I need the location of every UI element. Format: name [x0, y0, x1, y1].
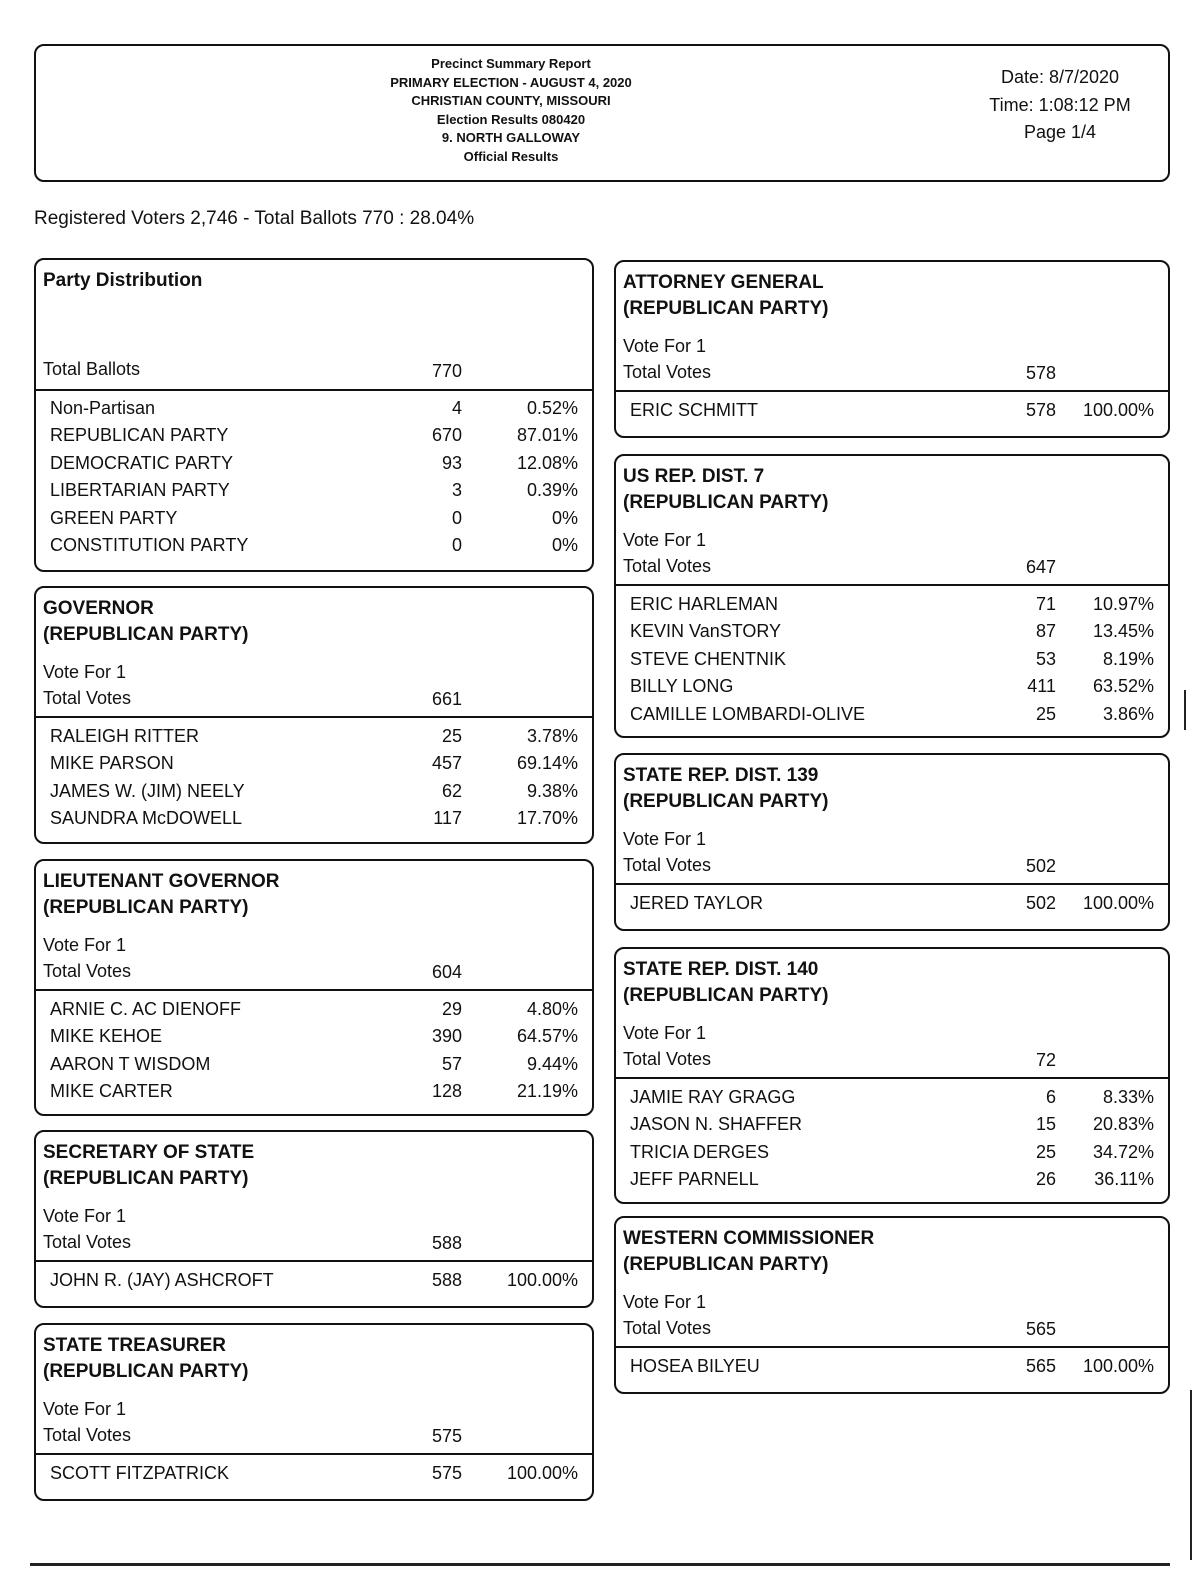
contest-office: STATE TREASURER	[43, 1335, 226, 1356]
contest-party: (REPUBLICAN PARTY)	[43, 1168, 249, 1189]
candidate-percentage: 36.11%	[1094, 1169, 1154, 1190]
contest-box	[614, 260, 1170, 438]
contest-party: (REPUBLICAN PARTY)	[623, 985, 829, 1006]
party-percentage: 12.08%	[516, 452, 578, 473]
party-name: REPUBLICAN PARTY	[50, 425, 229, 446]
total-votes-count: 72	[1035, 1050, 1056, 1070]
party-row	[36, 453, 592, 480]
total-ballots-count: 770	[431, 361, 462, 381]
candidate-row	[616, 1356, 1168, 1383]
candidate-votes: 502	[1025, 893, 1056, 913]
contest-party: (REPUBLICAN PARTY)	[623, 492, 829, 513]
contest-office: STATE REP. DIST. 140	[623, 959, 819, 980]
party-percentage: 0.39%	[526, 480, 578, 501]
vote-for-label: Vote For 1	[623, 1292, 707, 1312]
contest-divider	[36, 989, 592, 991]
party-name: CONSTITUTION PARTY	[50, 535, 249, 555]
candidate-name: RALEIGH RITTER	[50, 726, 200, 746]
party-distribution-divider	[36, 389, 592, 391]
candidate-votes: 588	[431, 1270, 462, 1290]
contest-party: (REPUBLICAN PARTY)	[623, 298, 829, 319]
candidate-votes: 87	[1035, 621, 1056, 642]
candidate-row	[616, 1169, 1168, 1196]
candidate-row	[36, 1081, 592, 1108]
candidate-name: ERIC SCHMITT	[630, 400, 758, 420]
party-name: LIBERTARIAN PARTY	[50, 480, 230, 501]
total-votes-count: 647	[1025, 557, 1056, 577]
candidate-row	[616, 676, 1168, 703]
vote-for-label: Vote For 1	[43, 662, 127, 682]
contest-divider	[616, 883, 1168, 885]
candidate-row	[36, 781, 592, 808]
contest-party: (REPUBLICAN PARTY)	[623, 1254, 829, 1275]
total-votes-count: 661	[431, 689, 462, 709]
contest-box	[34, 1323, 594, 1501]
vote-for-label: Vote For 1	[623, 1023, 707, 1043]
vote-for-label: Vote For 1	[43, 1206, 127, 1226]
candidate-votes: 25	[1035, 1141, 1056, 1162]
party-name: GREEN PARTY	[50, 507, 178, 528]
candidate-name: MIKE CARTER	[50, 1081, 173, 1102]
contest-office: US REP. DIST. 7	[623, 466, 765, 487]
candidate-name: MIKE KEHOE	[50, 1026, 163, 1047]
candidate-row	[616, 1114, 1168, 1141]
contest-box	[614, 947, 1170, 1204]
contest-office: STATE REP. DIST. 139	[623, 765, 819, 786]
contest-box	[34, 1130, 594, 1308]
candidate-row	[36, 999, 592, 1026]
total-votes-label: Total Votes	[43, 688, 132, 708]
candidate-name: JERED TAYLOR	[630, 893, 764, 913]
candidate-name: ERIC HARLEMAN	[630, 594, 779, 614]
total-votes-label: Total Votes	[623, 1318, 712, 1338]
candidate-votes: 15	[1035, 1114, 1056, 1135]
contest-title	[43, 869, 279, 921]
vote-for-label: Vote For 1	[623, 336, 707, 356]
party-ballot-count: 0	[451, 535, 462, 555]
candidate-name: JEFF PARNELL	[630, 1169, 759, 1190]
candidate-percentage: 21.19%	[516, 1081, 578, 1102]
total-votes-label: Total Votes	[43, 961, 132, 981]
candidate-row	[616, 1142, 1168, 1169]
total-votes-label: Total Votes	[623, 1049, 712, 1069]
candidate-votes: 565	[1025, 1356, 1056, 1376]
candidate-percentage: 17.70%	[516, 808, 578, 829]
candidate-row	[36, 753, 592, 780]
page-number: Page 1/4	[1023, 122, 1097, 142]
vote-for-label: Vote For 1	[43, 1399, 127, 1419]
candidate-name: JAMES W. (JIM) NEELY	[50, 780, 245, 801]
total-votes-count: 502	[1025, 856, 1056, 876]
contest-title	[43, 596, 248, 648]
candidate-name: ARNIE C. AC DIENOFF	[50, 999, 242, 1019]
candidate-percentage: 8.19%	[1102, 648, 1154, 669]
candidate-name: CAMILLE LOMBARDI-OLIVE	[630, 703, 866, 724]
candidate-row	[616, 621, 1168, 648]
candidate-votes: 25	[441, 726, 462, 746]
candidate-row	[36, 1463, 592, 1490]
candidate-row	[36, 1054, 592, 1081]
candidate-name: JOHN R. (JAY) ASHCROFT	[50, 1270, 274, 1290]
candidate-row	[36, 808, 592, 835]
candidate-name: AARON T WISDOM	[50, 1053, 211, 1074]
candidate-percentage: 3.78%	[526, 726, 578, 746]
candidate-votes: 57	[441, 1053, 462, 1074]
candidate-row	[616, 704, 1168, 731]
contest-divider	[36, 1260, 592, 1262]
contest-office: LIEUTENANT GOVERNOR	[43, 871, 280, 892]
contest-divider	[616, 1077, 1168, 1079]
election-name: PRIMARY ELECTION - AUGUST 4, 2020	[390, 74, 632, 90]
candidate-votes: 62	[441, 780, 462, 801]
contest-party: (REPUBLICAN PARTY)	[43, 1361, 249, 1382]
contest-box	[614, 454, 1170, 738]
contest-divider	[616, 1346, 1168, 1348]
contest-title	[623, 957, 828, 1009]
contest-box	[34, 586, 594, 844]
contest-box	[34, 859, 594, 1116]
party-row	[36, 508, 592, 535]
total-votes-count: 565	[1025, 1319, 1056, 1339]
contest-title	[623, 763, 828, 815]
contest-title	[623, 1226, 874, 1278]
candidate-percentage: 20.83%	[1092, 1114, 1154, 1135]
candidate-votes: 411	[1027, 676, 1056, 697]
candidate-percentage: 4.80%	[526, 999, 578, 1019]
total-votes-count: 578	[1025, 363, 1056, 383]
candidate-votes: 25	[1035, 703, 1056, 724]
contest-title	[623, 464, 828, 516]
candidate-votes: 6	[1045, 1087, 1056, 1107]
party-ballot-count: 3	[451, 480, 462, 501]
total-votes-count: 604	[431, 962, 462, 982]
contest-title	[623, 270, 828, 322]
candidate-name: BILLY LONG	[630, 676, 734, 697]
candidate-row	[616, 400, 1168, 427]
candidate-percentage: 34.72%	[1092, 1141, 1154, 1162]
contest-party: (REPUBLICAN PARTY)	[623, 791, 829, 812]
report-time: Time: 1:08:12 PM	[989, 94, 1131, 115]
contest-office: WESTERN COMMISSIONER	[623, 1228, 875, 1249]
contest-party: (REPUBLICAN PARTY)	[43, 624, 249, 645]
candidate-row	[36, 726, 592, 753]
vote-for-label: Vote For 1	[43, 935, 127, 955]
contest-divider	[36, 716, 592, 718]
candidate-votes: 117	[433, 808, 462, 829]
party-percentage: 87.01%	[516, 425, 578, 446]
party-ballot-count: 93	[441, 452, 462, 473]
candidate-name: JASON N. SHAFFER	[630, 1114, 803, 1135]
party-row	[36, 535, 592, 562]
vote-for-label: Vote For 1	[623, 530, 707, 550]
contest-office: GOVERNOR	[43, 598, 154, 619]
candidate-percentage: 100.00%	[506, 1463, 578, 1483]
candidate-percentage: 64.57%	[516, 1026, 578, 1047]
candidate-percentage: 9.44%	[526, 1053, 578, 1074]
total-votes-label: Total Votes	[43, 1232, 132, 1252]
party-name: Non-Partisan	[50, 398, 156, 418]
contest-divider	[616, 390, 1168, 392]
candidate-votes: 457	[431, 753, 462, 774]
party-distribution-box	[34, 258, 594, 572]
party-percentage: 0%	[551, 535, 578, 555]
report-title: Precinct Summary Report	[431, 56, 591, 71]
vote-for-label: Vote For 1	[623, 829, 707, 849]
candidate-percentage: 100.00%	[1082, 400, 1154, 420]
scan-artifact	[1190, 1390, 1192, 1560]
candidate-percentage: 100.00%	[506, 1270, 578, 1290]
candidate-votes: 578	[1025, 400, 1056, 420]
results-id: Election Results 080420	[436, 111, 586, 127]
scan-artifact	[30, 1563, 1170, 1566]
results-status: Official Results	[463, 148, 559, 164]
contest-office: ATTORNEY GENERAL	[623, 272, 824, 293]
candidate-percentage: 100.00%	[1082, 893, 1154, 913]
party-percentage: 0%	[551, 507, 578, 528]
candidate-votes: 71	[1035, 594, 1056, 614]
candidate-votes: 390	[431, 1026, 462, 1047]
candidate-row	[36, 1270, 592, 1297]
candidate-votes: 53	[1035, 648, 1056, 669]
total-votes-count: 588	[431, 1233, 462, 1253]
contest-divider	[616, 584, 1168, 586]
candidate-name: HOSEA BILYEU	[630, 1356, 760, 1376]
candidate-name: JAMIE RAY GRAGG	[630, 1087, 796, 1107]
candidate-votes: 26	[1035, 1169, 1056, 1190]
candidate-percentage: 8.33%	[1102, 1087, 1154, 1107]
candidate-row	[616, 594, 1168, 621]
contest-party: (REPUBLICAN PARTY)	[43, 897, 249, 918]
candidate-row	[616, 893, 1168, 920]
candidate-name: SAUNDRA McDOWELL	[50, 808, 243, 829]
candidate-votes: 575	[431, 1463, 462, 1483]
total-votes-label: Total Votes	[623, 855, 712, 875]
party-ballot-count: 670	[431, 425, 462, 446]
party-ballot-count: 4	[451, 398, 462, 418]
candidate-votes: 29	[441, 999, 462, 1019]
candidate-row	[616, 649, 1168, 676]
party-name: DEMOCRATIC PARTY	[50, 452, 234, 473]
candidate-percentage: 13.45%	[1092, 621, 1154, 642]
party-row	[36, 480, 592, 507]
total-votes-label: Total Votes	[623, 556, 712, 576]
party-row	[36, 398, 592, 425]
total-votes-label: Total Votes	[623, 362, 712, 382]
candidate-name: STEVE CHENTNIK	[630, 648, 787, 669]
contest-divider	[36, 1453, 592, 1455]
party-ballot-count: 0	[451, 507, 462, 528]
candidate-name: KEVIN VanSTORY	[630, 621, 782, 642]
registration-summary: Registered Voters 2,746 - Total Ballots 770 : 28.04%	[34, 208, 475, 229]
candidate-name: TRICIA DERGES	[630, 1141, 770, 1162]
candidate-percentage: 63.52%	[1092, 676, 1154, 697]
candidate-percentage: 69.14%	[516, 753, 578, 774]
candidate-name: MIKE PARSON	[50, 753, 174, 774]
candidate-percentage: 3.86%	[1102, 703, 1154, 724]
report-header	[34, 44, 1170, 182]
report-meta	[960, 64, 1160, 147]
total-ballots-label: Total Ballots	[43, 359, 141, 379]
candidate-row	[616, 1087, 1168, 1114]
party-row	[36, 425, 592, 452]
candidate-row	[36, 1026, 592, 1053]
contest-office: SECRETARY OF STATE	[43, 1142, 255, 1163]
contest-box	[614, 1216, 1170, 1394]
candidate-percentage: 10.97%	[1092, 594, 1154, 614]
candidate-percentage: 100.00%	[1082, 1356, 1154, 1376]
county-name: CHRISTIAN COUNTY, MISSOURI	[411, 93, 611, 108]
contest-title	[43, 1333, 248, 1385]
contest-box	[614, 753, 1170, 931]
report-date: Date: 8/7/2020	[1000, 67, 1120, 87]
precinct-name: 9. NORTH GALLOWAY	[441, 130, 581, 145]
scan-artifact	[1184, 690, 1186, 730]
party-percentage: 0.52%	[526, 398, 578, 418]
report-header-info	[336, 55, 686, 166]
contest-title	[43, 1140, 254, 1192]
candidate-name: SCOTT FITZPATRICK	[50, 1463, 229, 1483]
total-votes-label: Total Votes	[43, 1425, 132, 1445]
candidate-votes: 128	[431, 1081, 462, 1102]
candidate-percentage: 9.38%	[526, 780, 578, 801]
total-votes-count: 575	[431, 1426, 462, 1446]
party-distribution-title: Party Distribution	[43, 270, 203, 291]
